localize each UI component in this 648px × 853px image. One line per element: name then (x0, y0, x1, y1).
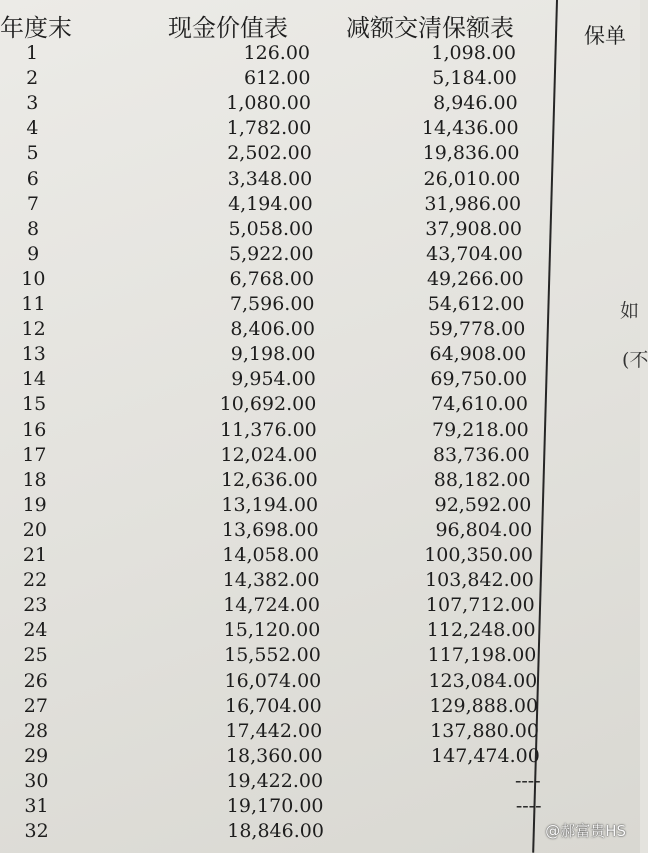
table-row (0, 644, 556, 668)
year-cell: 31 (24, 795, 49, 817)
year-cell: 20 (22, 518, 47, 541)
side-text-1: 如 (620, 300, 640, 322)
cash-value-cell: 4,194.00 (228, 192, 313, 215)
cash-value-cell: 2,502.00 (227, 142, 312, 165)
reduced-amount-cell: 64,908.00 (429, 343, 527, 366)
cash-value-cell: 126.00 (243, 42, 310, 64)
cash-value-cell: 6,768.00 (229, 267, 315, 290)
year-cell: 6 (26, 167, 39, 190)
reduced-amount-cell: ---- (514, 769, 541, 792)
table-row (0, 142, 556, 166)
reduced-amount-cell: ---- (515, 795, 542, 817)
cash-value-cell: 15,552.00 (224, 644, 321, 667)
table-row (0, 619, 556, 643)
reduced-amount-cell: 37,908.00 (425, 217, 522, 240)
year-cell: 28 (23, 719, 49, 742)
table-row (0, 168, 556, 192)
table-row (0, 67, 556, 91)
year-cell: 8 (27, 217, 40, 240)
reduced-amount-cell: 74,610.00 (431, 393, 528, 416)
cash-value-cell: 18,846.00 (227, 820, 324, 843)
table-row (0, 770, 556, 794)
cash-value-cell: 9,954.00 (231, 368, 316, 391)
reduced-amount-cell: 8,946.00 (433, 92, 518, 115)
table-row (0, 544, 556, 568)
table-row (0, 494, 556, 518)
table-row (0, 117, 556, 141)
cash-value-cell: 14,724.00 (223, 594, 320, 617)
cash-value-cell: 13,698.00 (221, 518, 319, 541)
reduced-amount-cell: 79,218.00 (432, 418, 529, 441)
table-row (0, 569, 556, 593)
year-cell: 25 (23, 644, 48, 667)
year-cell: 32 (24, 820, 49, 843)
reduced-amount-cell: 92,592.00 (434, 493, 532, 516)
cash-value-cell: 19,422.00 (226, 769, 324, 792)
table-row (0, 695, 556, 719)
reduced-amount-cell: 1,098.00 (431, 42, 516, 64)
cash-value-cell: 12,024.00 (220, 443, 318, 466)
cash-value-cell: 1,080.00 (226, 92, 311, 115)
cash-value-cell: 15,120.00 (223, 619, 321, 642)
reduced-amount-cell: 43,704.00 (426, 242, 523, 265)
year-cell: 3 (26, 92, 39, 115)
reduced-amount-cell: 112,248.00 (426, 619, 536, 642)
table-row (0, 42, 556, 66)
reduced-amount-cell: 31,986.00 (424, 192, 522, 215)
reduced-paid-up-header: 减额交清保额表 (346, 14, 514, 42)
reduced-amount-cell: 107,712.00 (425, 594, 535, 617)
watermark: @郝富贵HS (545, 822, 626, 840)
reduced-amount-cell: 147,474.00 (431, 744, 540, 767)
year-end-header: 年度末 (0, 14, 72, 42)
year-cell: 22 (23, 569, 48, 592)
table-row (0, 670, 556, 694)
year-cell: 19 (22, 493, 47, 516)
cash-value-cell: 16,704.00 (225, 694, 322, 717)
reduced-amount-cell: 83,736.00 (432, 443, 530, 466)
year-cell: 27 (23, 694, 48, 717)
table-row (0, 343, 556, 367)
year-cell: 15 (22, 393, 47, 416)
year-cell: 4 (26, 117, 39, 140)
table-row (0, 268, 556, 292)
table-row (0, 519, 556, 543)
year-cell: 21 (22, 544, 48, 566)
year-cell: 10 (21, 267, 46, 290)
year-cell: 9 (27, 242, 40, 265)
year-cell: 1 (25, 42, 39, 64)
table-row (0, 218, 556, 242)
table-row (0, 368, 556, 392)
year-cell: 18 (22, 468, 47, 491)
cash-value-cell: 19,170.00 (226, 795, 324, 817)
reduced-amount-cell: 54,612.00 (427, 293, 525, 315)
table-row (0, 444, 556, 468)
reduced-amount-cell: 26,010.00 (423, 167, 521, 190)
table-row (0, 92, 556, 116)
cash-value-cell: 9,198.00 (230, 343, 316, 366)
reduced-amount-cell: 123,084.00 (428, 669, 538, 692)
table-row (0, 419, 556, 443)
reduced-amount-cell: 88,182.00 (433, 468, 531, 491)
cash-value-cell: 8,406.00 (230, 318, 315, 341)
table-row (0, 745, 556, 769)
reduced-amount-cell: 103,842.00 (425, 569, 534, 592)
table-row (0, 820, 556, 844)
year-cell: 30 (24, 769, 49, 792)
year-cell: 24 (23, 619, 48, 642)
table-row (0, 318, 556, 342)
cash-value-cell: 13,194.00 (221, 493, 319, 516)
year-cell: 12 (21, 318, 46, 341)
table-row (0, 393, 556, 417)
year-cell: 26 (23, 669, 48, 692)
cash-value-cell: 18,360.00 (225, 744, 323, 767)
cash-value-cell: 10,692.00 (219, 393, 317, 416)
cash-value-cell: 16,074.00 (224, 669, 322, 692)
side-text-2: (不 (622, 349, 648, 371)
table-row (0, 594, 556, 618)
cash-value-cell: 14,382.00 (222, 569, 320, 592)
year-cell: 5 (26, 142, 39, 165)
table-row (0, 795, 556, 819)
reduced-amount-cell: 5,184.00 (432, 67, 517, 90)
reduced-amount-cell: 69,750.00 (430, 368, 528, 391)
reduced-amount-cell: 14,436.00 (421, 117, 519, 140)
year-cell: 13 (21, 343, 46, 366)
table-row (0, 243, 556, 267)
reduced-amount-cell: 96,804.00 (435, 518, 533, 541)
year-cell: 2 (26, 67, 39, 90)
year-cell: 16 (22, 418, 47, 441)
cash-value-cell: 12,636.00 (220, 468, 318, 491)
table-row (0, 293, 556, 317)
year-cell: 23 (23, 594, 48, 617)
reduced-amount-cell: 137,880.00 (430, 719, 539, 742)
year-cell: 14 (21, 368, 47, 391)
reduced-amount-cell: 117,198.00 (427, 644, 537, 667)
right-column-header: 保单 (584, 24, 626, 48)
year-cell: 11 (21, 293, 46, 315)
cash-value-cell: 14,058.00 (222, 544, 319, 566)
year-cell: 7 (26, 192, 39, 215)
cash-value-cell: 11,376.00 (220, 418, 317, 441)
cash-value-cell: 612.00 (243, 67, 311, 90)
reduced-amount-cell: 49,266.00 (426, 267, 524, 290)
reduced-amount-cell: 100,350.00 (424, 544, 533, 566)
cash-value-cell: 17,442.00 (225, 719, 323, 742)
cash-value-cell: 1,782.00 (226, 117, 312, 140)
cash-value-cell: 3,348.00 (227, 167, 313, 190)
reduced-amount-cell: 59,778.00 (428, 318, 526, 341)
reduced-amount-cell: 129,888.00 (429, 694, 539, 717)
table-row (0, 469, 556, 493)
cash-value-cell: 5,922.00 (229, 242, 314, 265)
table-row (0, 193, 556, 217)
reduced-amount-cell: 19,836.00 (422, 142, 520, 165)
year-cell: 29 (24, 744, 49, 767)
cash-value-cell: 7,596.00 (229, 293, 315, 315)
table-row (0, 720, 556, 744)
cash-value-header: 现金价值表 (168, 14, 288, 42)
year-cell: 17 (22, 443, 47, 466)
cash-value-cell: 5,058.00 (228, 217, 314, 240)
